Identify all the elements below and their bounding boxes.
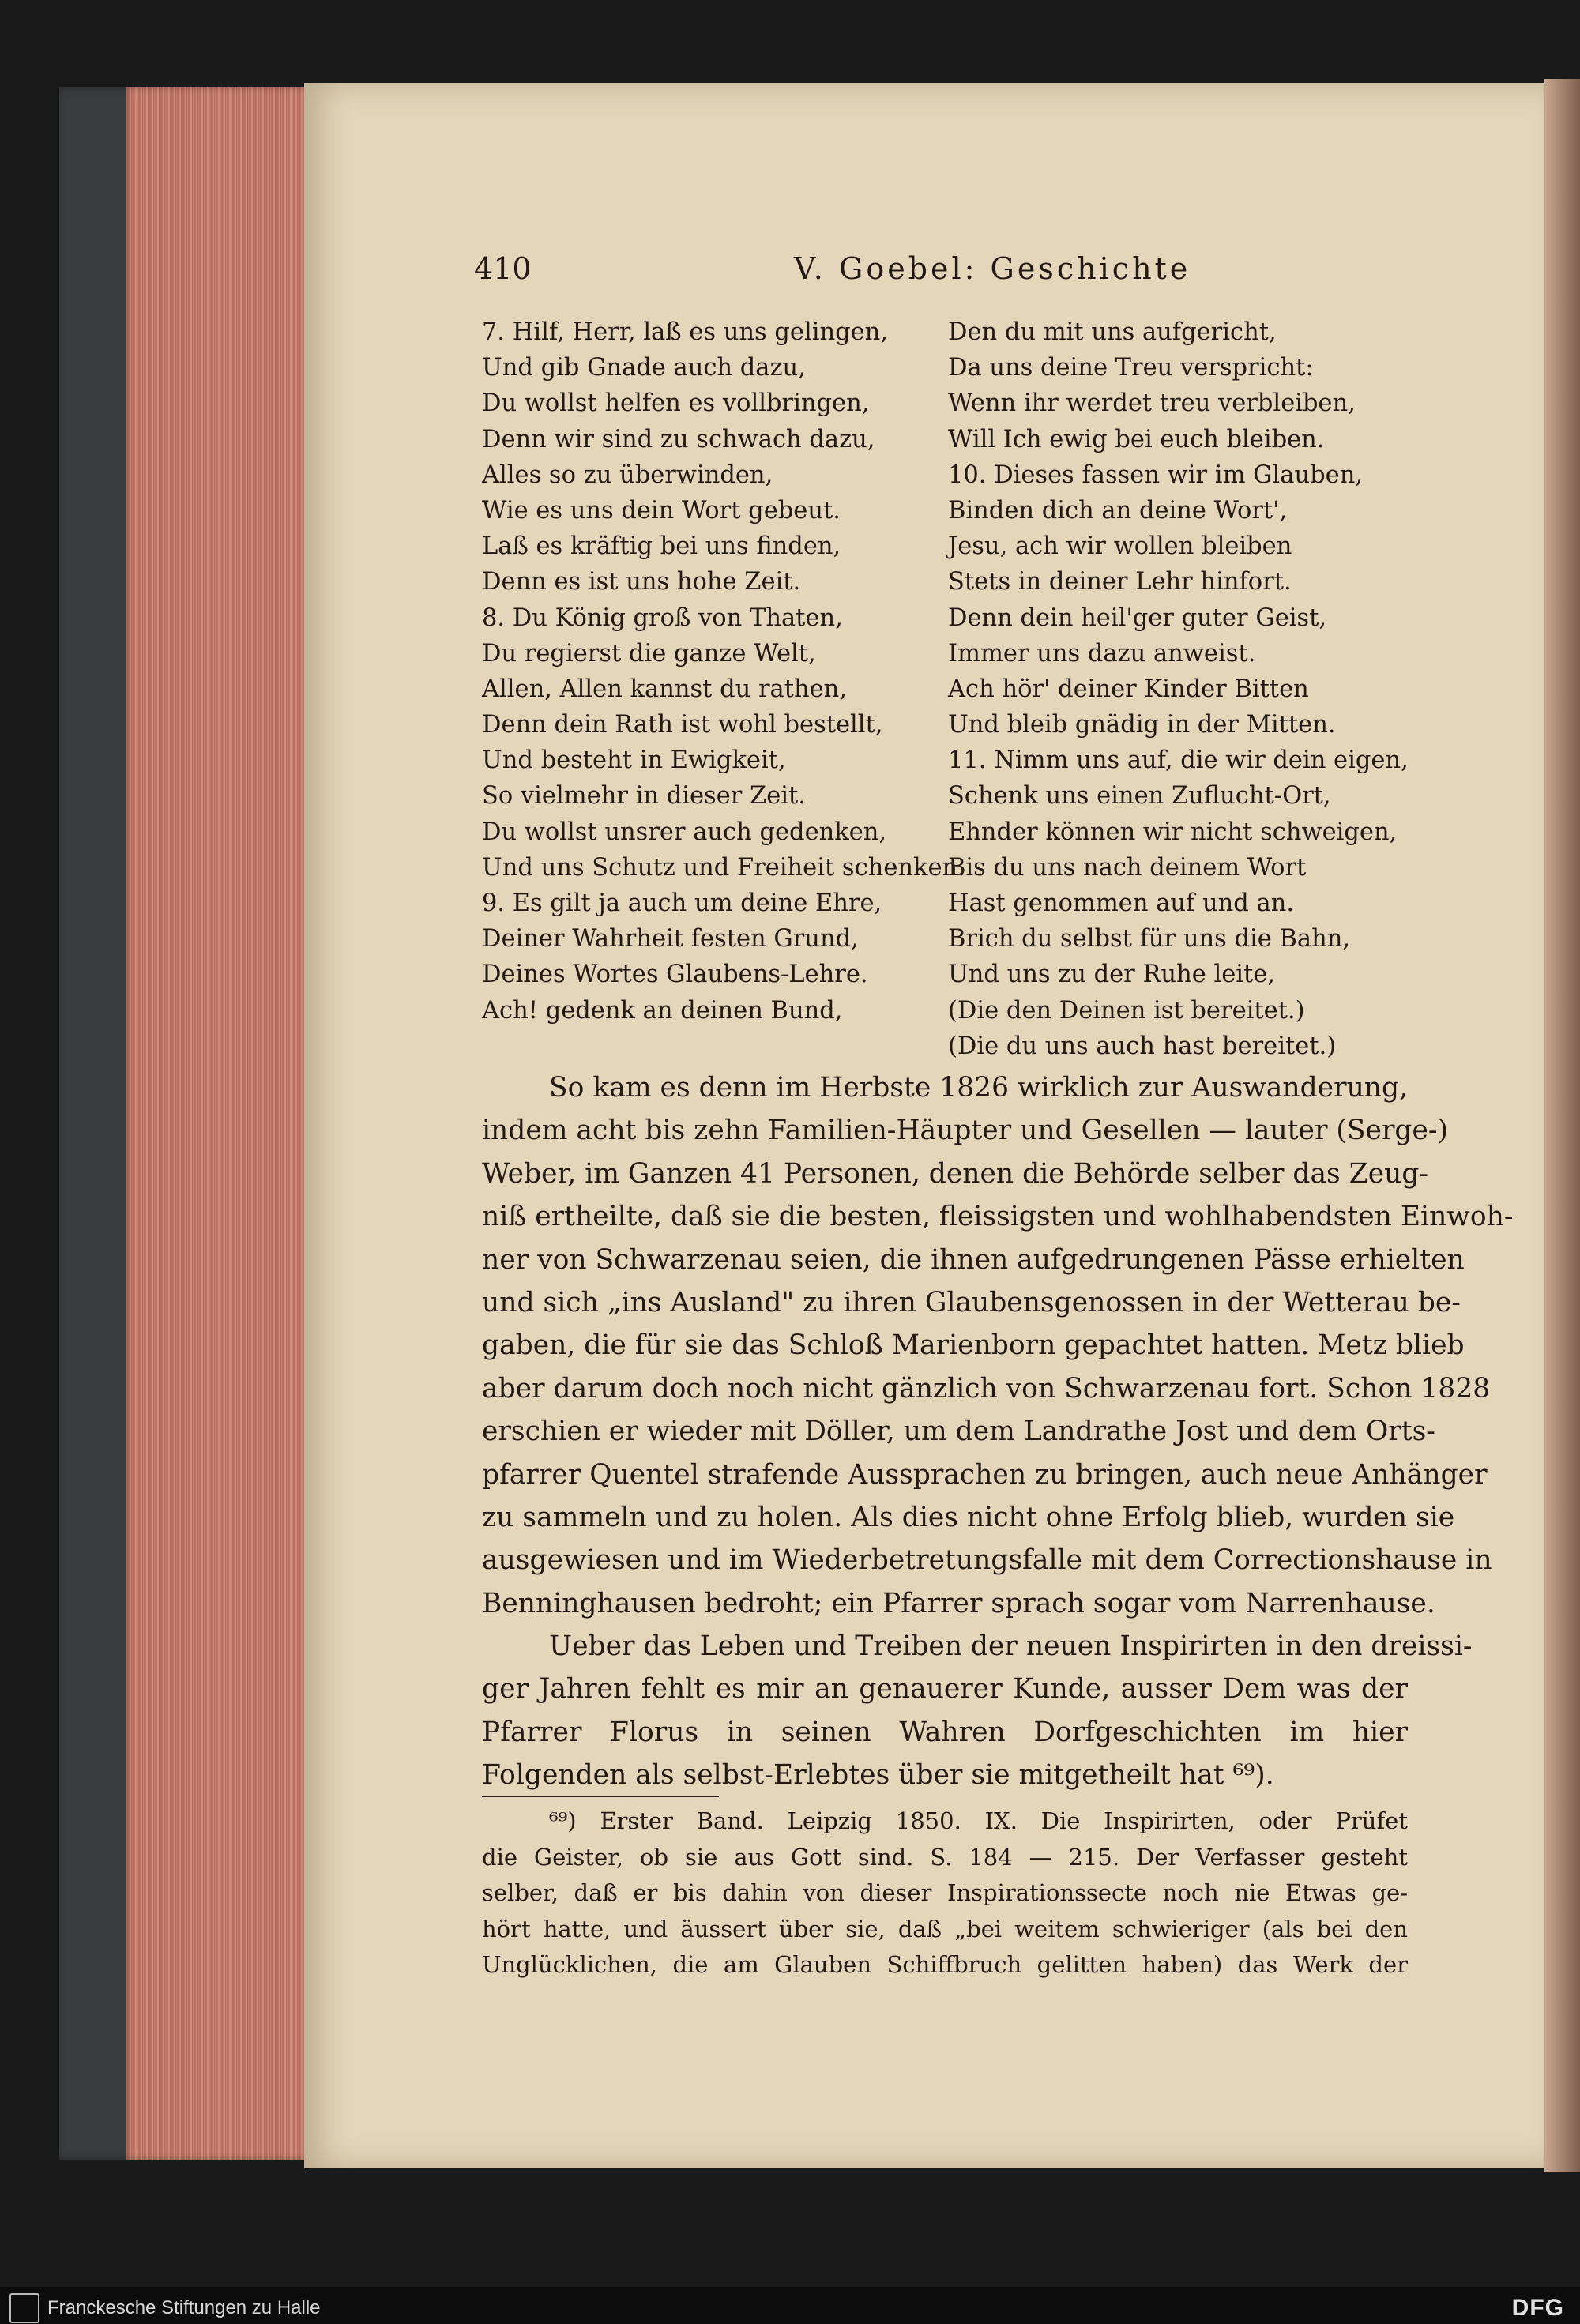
prose-line: ausgewiesen und im Wiederbetretungsfalle mit dem Correctionshause in [482,1544,1492,1577]
prose-body [482,1066,1514,1797]
institution-credit: Franckesche Stiftungen zu Halle [47,2297,321,2318]
prose-line: Folgenden als selbst-Erlebtes über sie mitgetheilt hat ⁶⁹). [482,1759,1274,1792]
verse-line: Da uns deine Treu verspricht: [948,354,1314,382]
facing-page-edge [1544,79,1580,2172]
verse-line: Du wollst unsrer auch gedenken, [482,818,887,846]
verse-line: Binden dich an deine Wort', [948,496,1288,525]
prose-line: niß ertheilte, daß sie die besten, fleissigsten und wohlhabendsten Einwoh- [482,1201,1514,1233]
prose-line: erschien er wieder mit Döller, um dem Landrathe Jost und dem Orts- [482,1416,1435,1448]
verse-line: 11. Nimm uns auf, die wir dein eigen, [948,746,1409,775]
verse-line: Schenk uns einen Zuflucht-Ort, [948,782,1331,810]
footnote-rule [482,1796,719,1797]
verse-line: Will Ich ewig bei euch bleiben. [948,425,1325,453]
prose-line: Pfarrer Florus in seinen Wahren Dorfgeschichten im hier [482,1716,1408,1748]
prose-line: Ueber das Leben und Treiben der neuen Inspirirten in den dreissi- [549,1630,1473,1663]
dfg-logo: DFG [1511,2295,1564,2321]
verse-line: Und uns Schutz und Freiheit schenken. [482,853,965,882]
verse-line: Du regierst die ganze Welt, [482,639,816,667]
verse-line: Ach! gedenk an deinen Bund, [482,996,843,1025]
prose-line: zu sammeln und zu holen. Als dies nicht ohne Erfolg blieb, wurden sie [482,1501,1455,1533]
verse-line: Du wollst helfen es vollbringen, [482,389,870,418]
prose-line: Benninghausen bedroht; ein Pfarrer sprach sogar vom Narrenhause. [482,1587,1435,1619]
verse-line: Ach hör' deiner Kinder Bitten [948,675,1309,703]
verse-line: Brich du selbst für uns die Bahn, [948,925,1351,953]
footnote-line: hört hatte, und äussert über sie, daß „bei weitem schwieriger (als bei den [482,1915,1408,1942]
footnote-line: ⁶⁹) Erster Band. Leipzig 1850. IX. Die Inspirirten, oder Prüfet [549,1807,1408,1834]
verse-line: Jesu, ach wir wollen bleiben [948,532,1292,561]
verse-line: So vielmehr in dieser Zeit. [482,782,806,810]
verse-line: Deiner Wahrheit festen Grund, [482,925,859,953]
verse-line: Wenn ihr werdet treu verbleiben, [948,389,1356,418]
prose-line: und sich „ins Ausland" zu ihren Glaubensgenossen in der Wetterau be- [482,1286,1461,1318]
verse-line: Bis du uns nach deinem Wort [948,853,1307,882]
verse-line: 9. Es gilt ja auch um deine Ehre, [482,889,882,917]
verse-line: Den du mit uns aufgericht, [948,318,1277,346]
verse-line: Ehnder können wir nicht schweigen, [948,818,1398,846]
verse-line: Denn dein Rath ist wohl bestellt, [482,711,883,739]
prose-line: ner von Schwarzenau seien, die ihnen aufgedrungenen Pässe erhielten [482,1243,1465,1276]
verse-line: Und besteht in Ewigkeit, [482,746,786,775]
footnote-line: Unglücklichen, die am Glauben Schiffbruch gelitten haben) das Werk der [482,1951,1408,1978]
page-edges [126,87,308,2160]
verse-line: Hast genommen auf und an. [948,889,1295,917]
page-header [474,251,1406,291]
prose-line: ger Jahren fehlt es mir an genauerer Kunde, ausser Dem was der [482,1673,1408,1705]
verse-line: (Die du uns auch hast bereitet.) [948,1032,1337,1060]
running-title: V. Goebel: Geschichte [794,251,1191,286]
verse-line: 7. Hilf, Herr, laß es uns gelingen, [482,318,889,346]
footnote [482,1803,1408,1984]
verse-line: Denn wir sind zu schwach dazu, [482,425,875,453]
verse-column-left [482,314,965,1029]
verse-line: Laß es kräftig bei uns finden, [482,532,841,561]
verse-column-right [948,314,1414,1064]
verse-line: Denn es ist uns hohe Zeit. [482,568,801,596]
verse-line: Stets in deiner Lehr hinfort. [948,568,1292,596]
verse-line: Alles so zu überwinden, [482,461,773,489]
footnote-line: selber, daß er bis dahin von dieser Inspirationssecte noch nie Etwas ge- [482,1879,1408,1906]
institution-logo-icon [9,2293,40,2323]
footnote-line: die Geister, ob sie aus Gott sind. S. 184 — 215. Der Verfasser gesteht [482,1843,1408,1871]
verse-line: Denn dein heil'ger guter Geist, [948,604,1327,632]
verse-line: 10. Dieses fassen wir im Glauben, [948,461,1364,489]
verse-line: Allen, Allen kannst du rathen, [482,675,848,703]
verse-line: 8. Du König groß von Thaten, [482,604,843,632]
verse-line: Immer uns dazu anweist. [948,639,1256,667]
verse-line: Und bleib gnädig in der Mitten. [948,711,1336,739]
prose-line: pfarrer Quentel strafende Aussprachen zu bringen, auch neue Anhänger [482,1458,1488,1491]
prose-line: aber darum doch noch nicht gänzlich von Schwarzenau fort. Schon 1828 [482,1372,1491,1405]
prose-line: gaben, die für sie das Schloß Marienborn gepachtet hatten. Metz blieb [482,1329,1465,1362]
verse-line: Und uns zu der Ruhe leite, [948,961,1276,989]
prose-line: indem acht bis zehn Familien-Häupter und Gesellen — lauter (Serge-) [482,1115,1449,1147]
verse-line: Deines Wortes Glaubens-Lehre. [482,961,868,989]
prose-line: So kam es denn im Herbste 1826 wirklich zur Auswanderung, [549,1072,1409,1104]
verse-line: Wie es uns dein Wort gebeut. [482,496,841,525]
page-number: 410 [474,251,532,286]
verse-line: Und gib Gnade auch dazu, [482,354,806,382]
verse-line: (Die den Deinen ist bereitet.) [948,996,1305,1025]
prose-line: Weber, im Ganzen 41 Personen, denen die Behörde selber das Zeug- [482,1157,1429,1190]
